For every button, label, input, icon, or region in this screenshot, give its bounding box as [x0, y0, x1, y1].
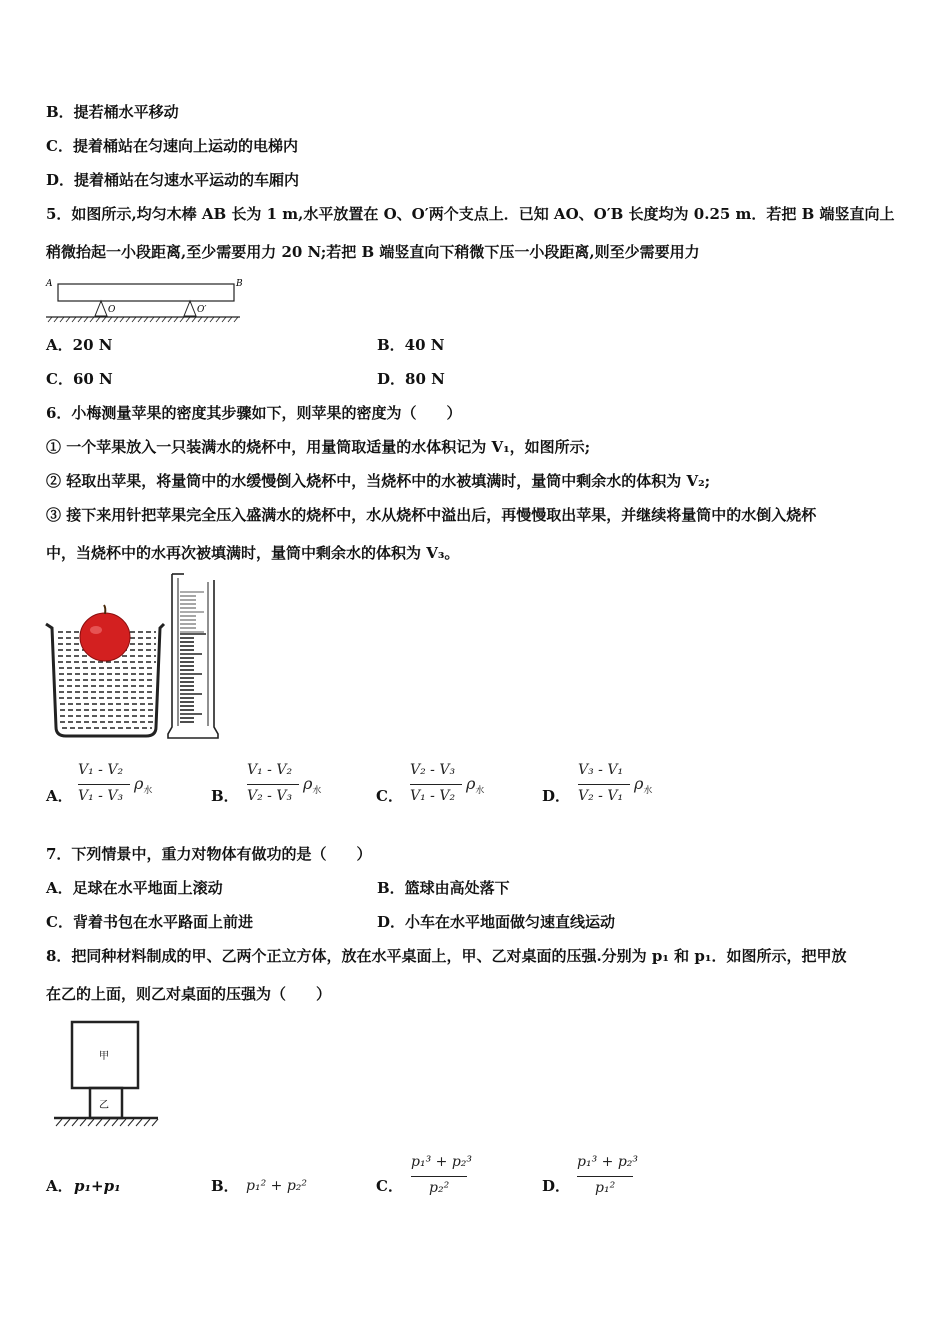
q5-option-c: C．60 N [46, 370, 113, 388]
q8-option-d-formula: p₁³ + p₂³ p₁² [577, 1154, 639, 1196]
q5-stem-line1: 5．如图所示,均匀木棒 AB 长为 1 m,水平放置在 O、O′两个支点上．已知 AO、O′B 长度均为 0.25 m．若把 B 端竖直向上 [46, 205, 895, 223]
q8-option-c-formula: p₁³ + p₂³ p₂² [411, 1154, 473, 1196]
q6-step3-line1: ③ 接下来用针把苹果完全压入盛满水的烧杯中，水从烧杯中溢出后，再慢慢取出苹果，并继续将量筒中的水倒入烧杯 [46, 506, 817, 524]
q6-option-c-formula: V₂ - V₃ V₁ - V₂ $\rho_水$ [410, 762, 485, 804]
q6-title: 6．小梅测量苹果的密度其步骤如下，则苹果的密度为（ ） [46, 404, 462, 422]
q7-option-d: D．小车在水平地面做匀速直线运动 [377, 913, 616, 931]
q6-option-a-label: A． [46, 787, 73, 805]
q6-step3-line2: 中，当烧杯中的水再次被填满时，量筒中剩余水的体积为 V₃。 [46, 544, 460, 562]
apple [80, 613, 130, 661]
q8-option-d-label: D． [542, 1177, 571, 1195]
q5-option-d: D．80 N [377, 370, 445, 388]
support-o [95, 301, 107, 316]
cylinder-scale [180, 592, 204, 632]
q8-stem-line1: 8．把同种材料制成的甲、乙两个正立方体，放在水平桌面上，甲、乙对桌面的压强.分别为 p₁ 和 p₁．如图所示，把甲放 [46, 947, 847, 965]
lever-figure [44, 276, 244, 324]
label-a: A [46, 279, 53, 289]
cylinder-water [180, 634, 206, 722]
q5-option-b: B．40 N [377, 336, 445, 354]
q7-option-b: B．篮球由高处落下 [377, 879, 510, 897]
support-o-prime [184, 301, 196, 316]
q6-option-b-label: B． [211, 787, 239, 805]
q7-option-c: C．背着书包在水平路面上前进 [46, 913, 253, 931]
beaker-cylinder-figure [44, 572, 224, 742]
q8-option-b-label: B． [211, 1177, 239, 1195]
label-yi: 乙 [99, 1100, 109, 1111]
q8-option-c-label: C． [376, 1177, 403, 1195]
label-o-prime: O′ [197, 305, 207, 315]
apple-stem [104, 605, 105, 614]
q6-option-d-label: D． [542, 787, 571, 805]
q8-option-a-label: A． [46, 1177, 73, 1195]
ground-hatch [48, 317, 238, 322]
q4-option-d: D．提着桶站在匀速水平运动的车厢内 [46, 171, 300, 189]
q6-step2: ② 轻取出苹果，将量筒中的水缓慢倒入烧杯中，当烧杯中的水被填满时，量筒中剩余水的体积为 V₂; [46, 472, 711, 490]
label-b: B [236, 279, 243, 289]
cubes-figure [52, 1020, 162, 1132]
q6-option-a-formula: V₁ - V₂ V₁ - V₃ $\rho_水$ [78, 762, 153, 804]
table-hatch [56, 1119, 158, 1126]
q7-title: 7．下列情景中，重力对物体有做功的是（ ） [46, 845, 372, 863]
q5-option-a: A．20 N [46, 336, 113, 354]
q4-option-b: B．提若桶水平移动 [46, 103, 179, 121]
q6-step1: ① 一个苹果放入一只装满水的烧杯中，用量筒取适量的水体积记为 V₁，如图所示; [46, 438, 591, 456]
wooden-rod [58, 284, 234, 301]
q5-stem-line2: 稍微抬起一小段距离,至少需要用力 20 N;若把 B 端竖直向下稍微下压一小段距离,则至少需要用力 [46, 243, 700, 261]
label-jia: 甲 [99, 1051, 109, 1062]
q8-option-a-formula: p₁+p₁ [74, 1177, 121, 1195]
q6-option-c-label: C． [376, 787, 403, 805]
label-o: O [108, 305, 116, 315]
q8-option-b-formula: p₁² + p₂² [246, 1178, 308, 1194]
q6-option-d-formula: V₃ - V₁ V₂ - V₁ $\rho_水$ [578, 762, 653, 804]
q4-option-c: C．提着桶站在匀速向上运动的电梯内 [46, 137, 298, 155]
q8-stem-line2: 在乙的上面，则乙对桌面的压强为（ ） [46, 985, 332, 1003]
q6-option-b-formula: V₁ - V₂ V₂ - V₃ $\rho_水$ [247, 762, 322, 804]
q7-option-a: A．足球在水平地面上滚动 [46, 879, 223, 897]
